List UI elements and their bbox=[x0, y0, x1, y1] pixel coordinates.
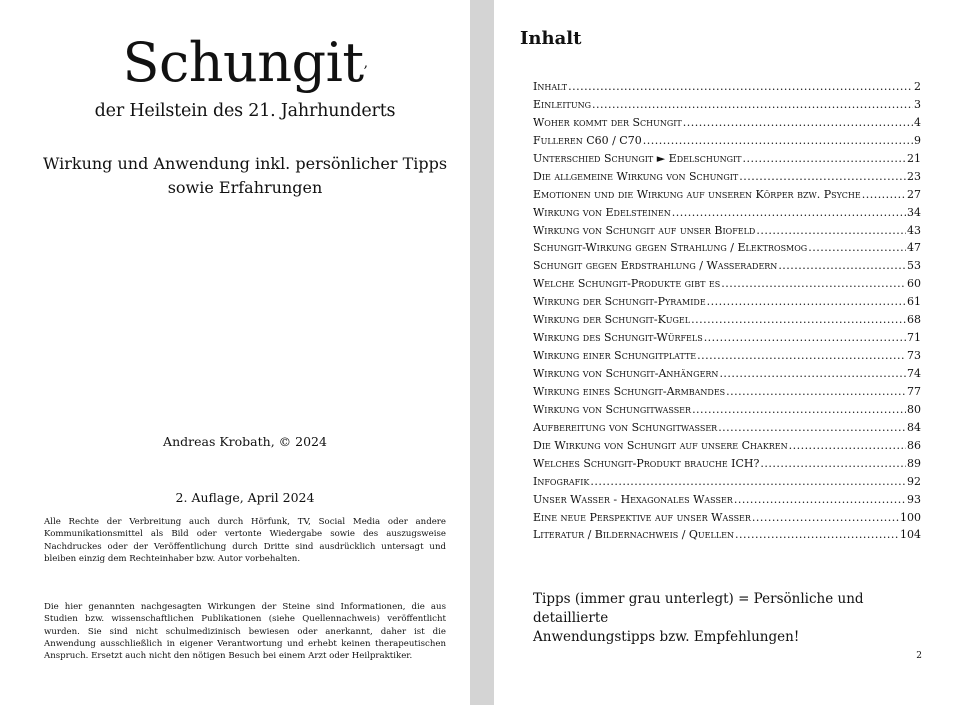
toc-entry-page: 27 bbox=[907, 187, 921, 201]
toc-entry-page: 34 bbox=[907, 205, 921, 219]
toc-entry-title: Emotionen und die Wirkung auf unseren Körper bzw. Psyche bbox=[533, 187, 861, 201]
toc-entry-page: 23 bbox=[907, 169, 921, 183]
toc-entry-title: Wirkung von Schungitwasser bbox=[533, 402, 692, 416]
toc-entry-page: 104 bbox=[900, 528, 921, 542]
toc-entry-title: Wirkung der Schungit-Pyramide bbox=[533, 295, 706, 309]
toc-dot-leader bbox=[752, 511, 899, 524]
toc-dot-leader bbox=[672, 206, 906, 219]
toc-entry-page: 80 bbox=[907, 402, 921, 416]
table-of-contents bbox=[533, 80, 921, 546]
toc-entry[interactable] bbox=[533, 349, 921, 367]
toc-entry-title: Schungit gegen Erdstrahlung / Wasseradern bbox=[533, 259, 778, 273]
book-title-text: Schungit bbox=[122, 31, 364, 94]
toc-entry-page: 77 bbox=[907, 384, 921, 398]
toc-entry-title: Welche Schungit-Produkte gibt es bbox=[533, 277, 721, 291]
toc-entry-page: 47 bbox=[907, 241, 921, 255]
book-title bbox=[0, 30, 470, 96]
toc-entry[interactable] bbox=[533, 170, 921, 188]
toc-entry[interactable] bbox=[533, 80, 921, 98]
toc-entry[interactable] bbox=[533, 421, 921, 439]
toc-entry-title: Fulleren C60 / C70 bbox=[533, 133, 642, 147]
toc-entry-title: Wirkung von Schungit auf unser Biofeld bbox=[533, 223, 756, 237]
toc-dot-leader bbox=[808, 241, 906, 254]
tips-line-2: Anwendungstipps bzw. Empfehlungen! bbox=[533, 629, 800, 645]
toc-entry-title: Literatur / Bildernachweis / Quellen bbox=[533, 528, 734, 542]
toc-entry-title: Welches Schungit-Produkt brauche ICH? bbox=[533, 456, 760, 470]
toc-dot-leader bbox=[692, 403, 906, 416]
toc-entry-page: 74 bbox=[907, 367, 921, 380]
toc-entry[interactable] bbox=[533, 331, 921, 349]
toc-entry[interactable] bbox=[533, 295, 921, 313]
toc-dot-leader bbox=[691, 313, 906, 326]
toc-dot-leader bbox=[568, 80, 913, 93]
toc-entry-page: 3 bbox=[914, 97, 921, 111]
toc-entry-page: 73 bbox=[907, 349, 921, 363]
toc-entry[interactable] bbox=[533, 259, 921, 277]
toc-entry-title: Wirkung eines Schungit-Armbandes bbox=[533, 384, 726, 398]
tips-line-1: Tipps (immer grau unterlegt) = Persönliche und detaillierte bbox=[533, 591, 864, 626]
toc-entry-page: 86 bbox=[907, 438, 921, 452]
toc-dot-leader bbox=[643, 134, 913, 147]
toc-entry-page: 92 bbox=[907, 474, 921, 488]
toc-dot-leader bbox=[719, 367, 906, 380]
toc-entry[interactable] bbox=[533, 457, 921, 475]
toc-dot-leader bbox=[697, 349, 906, 362]
toc-dot-leader bbox=[683, 116, 913, 129]
toc-dot-leader bbox=[756, 224, 906, 237]
toc-entry-page: 9 bbox=[914, 133, 921, 147]
toc-entry-page: 93 bbox=[907, 492, 921, 506]
toc-entry-page: 68 bbox=[907, 313, 921, 327]
toc-entry-title: Wirkung von Schungit-Anhängern bbox=[533, 367, 719, 380]
toc-entry[interactable] bbox=[533, 439, 921, 457]
toc-entry[interactable] bbox=[533, 277, 921, 295]
toc-dot-leader bbox=[592, 98, 913, 111]
right-page bbox=[494, 0, 964, 705]
toc-entry[interactable] bbox=[533, 241, 921, 259]
toc-entry[interactable] bbox=[533, 152, 921, 170]
toc-dot-leader bbox=[721, 277, 906, 290]
toc-entry[interactable] bbox=[533, 188, 921, 206]
toc-entry-title: Aufbereitung von Schungitwasser bbox=[533, 420, 718, 434]
tagline-line-1: Wirkung und Anwendung inkl. persönlicher Tipps bbox=[42, 154, 448, 173]
toc-dot-leader bbox=[735, 528, 899, 541]
toc-entry-title: Unterschied Schungit ► Edelschungit bbox=[533, 151, 742, 165]
toc-dot-leader bbox=[726, 385, 906, 398]
toc-dot-leader bbox=[862, 188, 906, 201]
toc-entry-title: Die Wirkung von Schungit auf unsere Chakren bbox=[533, 438, 788, 452]
book-tagline bbox=[40, 152, 450, 200]
toc-entry[interactable] bbox=[533, 134, 921, 152]
toc-entry-title: Die allgemeine Wirkung von Schungit bbox=[533, 169, 739, 183]
toc-entry-page: 60 bbox=[907, 277, 921, 291]
toc-dot-leader bbox=[590, 475, 906, 488]
toc-entry[interactable] bbox=[533, 224, 921, 242]
toc-dot-leader bbox=[704, 331, 906, 344]
book-title-comma: , bbox=[363, 55, 368, 71]
toc-entry-page: 53 bbox=[907, 259, 921, 273]
author-copyright: Andreas Krobath, © 2024 bbox=[163, 434, 327, 449]
toc-dot-leader bbox=[707, 295, 906, 308]
toc-entry-title: Eine neue Perspektive auf unser Wasser bbox=[533, 510, 751, 524]
toc-entry[interactable] bbox=[533, 313, 921, 331]
toc-entry-title: Inhalt bbox=[533, 80, 568, 93]
toc-entry-title: Wirkung einer Schungitplatte bbox=[533, 349, 697, 363]
toc-entry-page: 84 bbox=[907, 420, 921, 434]
toc-dot-leader bbox=[739, 170, 906, 183]
toc-entry-title: Infografik bbox=[533, 474, 590, 488]
page-number: 2 bbox=[916, 651, 922, 661]
rights-notice: Alle Rechte der Verbreitung auch durch Hörfunk, TV, Social Media oder andere Kommunikationsmittel als Bild oder vertonte Wiedergabe sowie des auszugsweise Nachdruckes oder der Veröffentlichung durch Dritte sind ausdrücklich untersagt und bleiben einzig dem Rechteinhaber bzw. Autor vorbehalten. bbox=[44, 517, 446, 564]
toc-entry-title: Wirkung der Schungit-Kugel bbox=[533, 313, 691, 327]
toc-dot-leader bbox=[778, 259, 906, 272]
toc-dot-leader bbox=[760, 457, 906, 470]
tips-note bbox=[533, 590, 913, 647]
toc-entry[interactable] bbox=[533, 98, 921, 116]
toc-dot-leader bbox=[789, 439, 906, 452]
toc-dot-leader bbox=[718, 421, 906, 434]
toc-entry[interactable] bbox=[533, 116, 921, 134]
toc-entry[interactable] bbox=[533, 206, 921, 224]
toc-entry-title: Schungit-Wirkung gegen Strahlung / Elektrosmog bbox=[533, 241, 808, 255]
toc-entry-page: 100 bbox=[900, 510, 921, 524]
toc-entry-page: 71 bbox=[907, 331, 921, 345]
toc-entry-page: 21 bbox=[907, 151, 921, 165]
toc-entry[interactable] bbox=[533, 385, 921, 403]
toc-entry-title: Wirkung des Schungit-Würfels bbox=[533, 331, 703, 345]
toc-entry[interactable] bbox=[533, 493, 921, 511]
toc-entry-title: Wirkung von Edelsteinen bbox=[533, 205, 671, 219]
toc-entry[interactable] bbox=[533, 475, 921, 493]
toc-entry-title: Woher kommt der Schungit bbox=[533, 115, 682, 129]
left-page bbox=[0, 0, 470, 705]
toc-entry-page: 89 bbox=[907, 456, 921, 470]
tagline-line-2: sowie Erfahrungen bbox=[167, 178, 323, 197]
book-subtitle: der Heilstein des 21. Jahrhunderts bbox=[94, 101, 396, 121]
toc-entry-page: 2 bbox=[914, 80, 921, 93]
toc-entry[interactable] bbox=[533, 511, 921, 529]
toc-dot-leader bbox=[742, 152, 906, 165]
toc-entry-page: 43 bbox=[907, 223, 921, 237]
toc-entry-title: Einleitung bbox=[533, 97, 591, 111]
medical-disclaimer: Die hier genannten nachgesagten Wirkungen der Steine sind Informationen, die aus Studien bzw. wissenschaftlichen Publikationen (siehe Quellennachweis) veröffentlicht wurden. Sie sind nicht schulmedizinisch bewiesen oder anerkannt, daher ist die Anwendung ausschließlich in eigener Verantwortung und erhebt keinen therapeutischen Anspruch. Ersetzt auch nicht den nötigen Besuch bei einem Arzt oder Heilpraktiker. bbox=[44, 602, 446, 662]
edition-info: 2. Auflage, April 2024 bbox=[175, 490, 315, 505]
toc-heading: Inhalt bbox=[520, 28, 582, 49]
toc-entry-title: Unser Wasser - Hexagonales Wasser bbox=[533, 492, 733, 506]
toc-entry-page: 61 bbox=[907, 295, 921, 309]
toc-dot-leader bbox=[734, 493, 906, 506]
toc-entry-page: 4 bbox=[914, 115, 921, 129]
toc-entry[interactable] bbox=[533, 403, 921, 421]
toc-entry[interactable] bbox=[533, 528, 921, 546]
toc-entry[interactable] bbox=[533, 367, 921, 385]
